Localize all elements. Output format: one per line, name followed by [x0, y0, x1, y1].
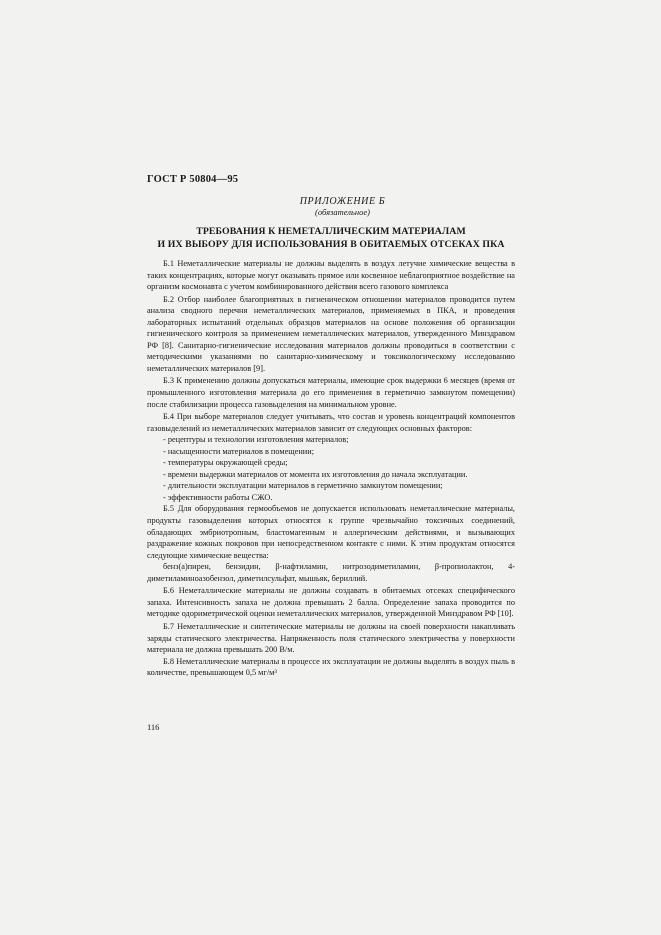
- paragraph-b3: Б.3 К применению должны допускаться материалы, имеющие срок выдержки 6 месяцев (время от промышленного изготовления материала до его применения в герметично замкнутом помещении) после стабилизации процесса газовыделения на минимальном уровне.: [147, 376, 515, 409]
- paragraph-b8: Б.8 Неметаллические материалы в процессе их эксплуатации не должны выделять в воздух пыль в количестве, превышающем 0,5 мг/м³: [147, 656, 515, 678]
- paragraph-b5-substances: бенз(а)пирен, бензидин, β-нафтиламин, нитрозодиметиламин, β-пропиолактон, 4-диметиламиноазобензол, диметилсульфат, мышьяк, бериллий.: [147, 562, 515, 583]
- section-title: [140, 225, 522, 251]
- appendix-heading: [0, 196, 661, 217]
- list-item: - температуры окружающей среды;: [163, 458, 288, 468]
- list-item: - времени выдержки материалов от момента их изготовления до начала эксплуатации.: [163, 469, 468, 479]
- paragraph-b6: Б.6 Неметаллические материалы не должны создавать в обитаемых отсеках специфического запаха. Интенсивность запаха не должна превышать 2 балла. Определение запаха проводится по методике одориметрической оценки неметаллических материалов, утвержденной Минздравом РФ [10].: [147, 586, 515, 619]
- list-item: - насыщенности материалов в помещении;: [163, 446, 314, 456]
- paragraph-b1: Б.1 Неметаллические материалы не должны выделять в воздух летучие химические вещества в таких концентрациях, которые могут оказывать прямое или косвенное неблагоприятное воздействие на организм космонавта с учетом комбинированного действия всего газового комплекса: [147, 259, 515, 292]
- paragraph-b2: Б.2 Отбор наиболее благоприятных в гигиеническом отношении материалов проводится путем анализа сводного перечня неметаллических материалов, применяемых в ПКА, и проведения лабораторных испытаний отдельных образцов материалов на основе положения об организации гигиенического контроля за применением неметаллических материалов, утвержденного Минздравом РФ [8]. Санитарно-гигиенические исследования материалов должны проводиться в соответствии с методическими указаниями по санитарно-химическому и токсикологическому исследованию неметаллических материалов [9].: [147, 294, 515, 373]
- paragraph-b5: Б.5 Для оборудования гермообъемов не допускается использовать неметаллические материалы, продукты газовыделения которых относятся к группе чрезвычайно токсичных соединений, обладающих эмбриотропным, бластомагенным и аллергическим действиями, и вызывающих раздражение кожных покровов при непосредственном контакте с ними. К этим продуктам относятся следующие химические вещества:: [147, 504, 515, 560]
- document-body: [147, 258, 515, 679]
- section-title-line-2: И ИХ ВЫБОРУ ДЛЯ ИСПОЛЬЗОВАНИЯ В ОБИТАЕМЫХ ОТСЕКАХ ПКА: [157, 239, 505, 250]
- appendix-title: ПРИЛОЖЕНИЕ Б: [299, 196, 386, 207]
- section-title-line-1: ТРЕБОВАНИЯ К НЕМЕТАЛЛИЧЕСКИМ МАТЕРИАЛАМ: [196, 226, 466, 237]
- standard-header: ГОСТ Р 50804—95: [147, 174, 239, 185]
- list-item: - длительности эксплуатации материалов в герметично замкнутом помещении;: [163, 481, 443, 491]
- paragraph-b4: Б.4 При выборе материалов следует учитывать, что состав и уровень концентраций компонентов газовыделений из неметаллических материалов зависит от следующих основных факторов:: [147, 412, 515, 433]
- list-item: - эффективности работы СЖО.: [163, 492, 273, 502]
- page-number: 116: [147, 722, 160, 732]
- appendix-status: (обязательное): [315, 207, 370, 217]
- list-item: - рецептуры и технологии изготовления материалов;: [163, 435, 349, 445]
- paragraph-b7: Б.7 Неметаллические и синтетические материалы не должны на своей поверхности накапливать заряды статического электричества. Напряженность поля статического электричества у поверхности материала не должна превышать 200 В/м.: [147, 621, 515, 655]
